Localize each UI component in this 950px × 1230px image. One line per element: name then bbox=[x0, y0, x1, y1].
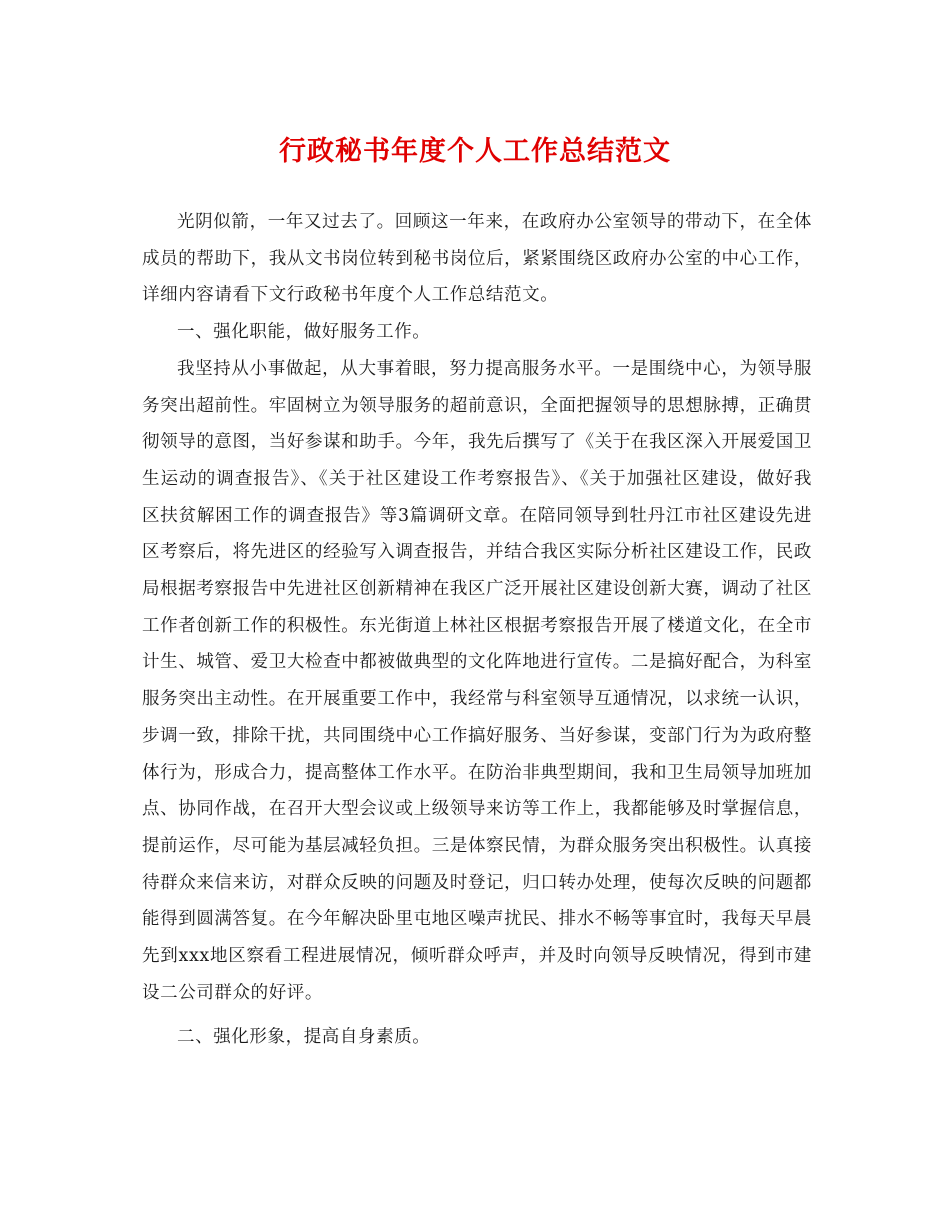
body-paragraph: 我坚持从小事做起，从大事着眼，努力提高服务水平。一是围绕中心，为领导服务突出超前性。牢固树立为领导服务的超前意识，全面把握领导的思想脉搏，正确贯彻领导的意图，当好参谋和助手。今年，我先后撰写了《关于在我区深入开展爱国卫生运动的调查报告》、《关于社区建设工作考察报告》、《关于加强社区建设，做好我区扶贫解困工作的调查报告》等3篇调研文章。在陪同领导到牡丹江市社区建设先进区考察后，将先进区的经验写入调查报告，并结合我区实际分析社区建设工作，民政局根据考察报告中先进社区创新精神在我区广泛开展社区建设创新大赛，调动了社区工作者创新工作的积极性。东光街道上林社区根据考察报告开展了楼道文化，在全市计生、城管、爱卫大检查中都被做典型的文化阵地进行宣传。二是搞好配合，为科室服务突出主动性。在开展重要工作中，我经常与科室领导互通情况，以求统一认识，步调一致，排除干扰，共同围绕中心工作搞好服务、当好参谋，变部门行为为政府整体行为，形成合力，提高整体工作水平。在防治非典型期间，我和卫生局领导加班加点、协同作战，在召开大型会议或上级领导来访等工作上，我都能够及时掌握信息，提前运作，尽可能为基层减轻负担。三是体察民情，为群众服务突出积极性。认真接待群众来信来访，对群众反映的问题及时登记，归口转办处理，使每次反映的问题都能得到圆满答复。在今年解决卧里屯地区噪声扰民、排水不畅等事宜时，我每天早晨先到xxx地区察看工程进展情况，倾听群众呼声，并及时向领导反映情况，得到市建设二公司群众的好评。 bbox=[142, 358, 812, 1003]
section-heading-2: 二、强化形象，提高自身素质。 bbox=[177, 1027, 431, 1048]
intro-paragraph: 光阴似箭，一年又过去了。回顾这一年来，在政府办公室领导的带动下，在全体成员的帮助下，我从文书岗位转到秘书岗位后，紧紧围绕区政府办公室的中心工作，详细内容请看下文行政秘书年度个人工作总结范文。 bbox=[142, 212, 812, 306]
document-title: 行政秘书年度个人工作总结范文 bbox=[279, 136, 671, 167]
document-body bbox=[142, 204, 812, 1056]
section-heading-1: 一、强化职能，做好服务工作。 bbox=[177, 322, 431, 343]
